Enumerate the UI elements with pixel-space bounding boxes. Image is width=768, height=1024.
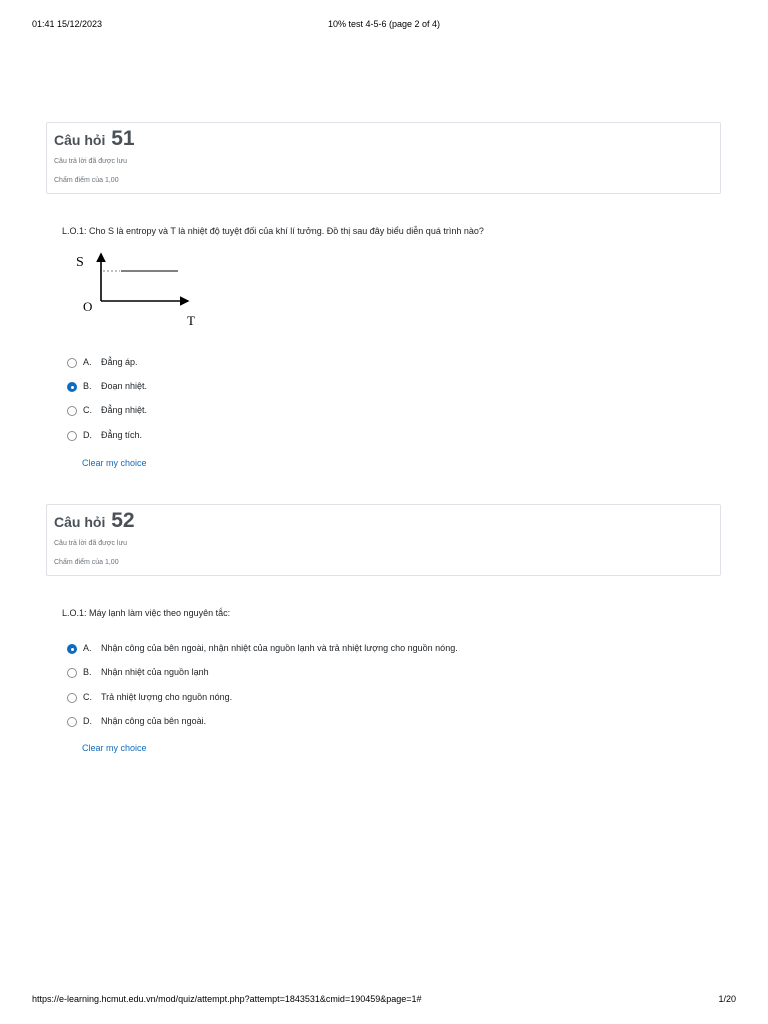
origin-label: O — [83, 299, 93, 314]
question-grade: Chấm điểm của 1,00 — [54, 177, 119, 184]
option-letter: A. — [83, 643, 92, 653]
option-text: Đoạn nhiệt. — [101, 381, 148, 391]
question-label: Câu hỏi — [54, 514, 106, 530]
x-axis-label: T — [187, 313, 195, 328]
radio-button[interactable] — [67, 693, 77, 703]
print-page-number: 1/20 — [718, 994, 736, 1004]
print-url: https://e-learning.hcmut.edu.vn/mod/quiz/attempt.php?attempt=1843531&cmid=190459&page=1# — [32, 994, 422, 1004]
radio-button[interactable] — [67, 358, 77, 368]
radio-button[interactable] — [67, 431, 77, 441]
question-label: Câu hỏi — [54, 132, 106, 148]
question-state: Câu trả lời đã được lưu — [54, 158, 128, 165]
option-letter: C. — [83, 692, 92, 702]
clear-choice-link-52[interactable]: Clear my choice — [82, 743, 147, 753]
option-text: Đẳng nhiệt. — [101, 405, 148, 415]
option-letter: A. — [83, 357, 92, 367]
print-footer — [0, 994, 768, 1008]
print-page-title: 10% test 4-5-6 (page 2 of 4) — [327, 19, 441, 29]
option-text: Nhận công của bên ngoài. — [101, 716, 207, 726]
print-datetime: 01:41 15/12/2023 — [32, 19, 103, 29]
radio-button-checked[interactable] — [67, 382, 77, 392]
question-title — [54, 509, 135, 533]
option-text: Nhận nhiệt của nguồn lạnh — [101, 667, 209, 677]
question-number: 52 — [111, 509, 135, 532]
radio-button[interactable] — [67, 668, 77, 678]
print-header — [0, 19, 768, 33]
option-letter: B. — [83, 381, 92, 391]
question-state: Câu trả lời đã được lưu — [54, 540, 128, 547]
radio-button[interactable] — [67, 406, 77, 416]
option-letter: D. — [83, 430, 92, 440]
radio-button-checked[interactable] — [67, 644, 77, 654]
question-grade: Chấm điểm của 1,00 — [54, 559, 119, 566]
question-number: 51 — [111, 127, 135, 150]
option-letter: C. — [83, 405, 92, 415]
option-letter: B. — [83, 667, 92, 677]
question-52-info — [46, 504, 721, 576]
question-52-text: L.O.1: Máy lạnh làm việc theo nguyên tắc: — [62, 608, 231, 618]
clear-choice-link-51[interactable]: Clear my choice — [82, 458, 147, 468]
option-text: Nhận công của bên ngoài, nhận nhiệt của nguồn lạnh và trả nhiệt lượng cho nguồn nóng. — [101, 643, 458, 653]
option-letter: D. — [83, 716, 92, 726]
question-51-text: L.O.1: Cho S là entropy và T là nhiệt độ tuyệt đối của khí lí tưởng. Đồ thị sau đây biểu diễn quá trình nào? — [62, 226, 484, 236]
option-text: Đẳng tích. — [101, 430, 143, 440]
option-text: Đẳng áp. — [101, 357, 138, 367]
y-axis-label: S — [76, 255, 84, 270]
question-title — [54, 127, 135, 151]
radio-button[interactable] — [67, 717, 77, 727]
question-51-info — [46, 122, 721, 194]
s-t-diagram — [70, 248, 210, 332]
option-text: Trả nhiệt lượng cho nguồn nóng. — [101, 692, 233, 702]
